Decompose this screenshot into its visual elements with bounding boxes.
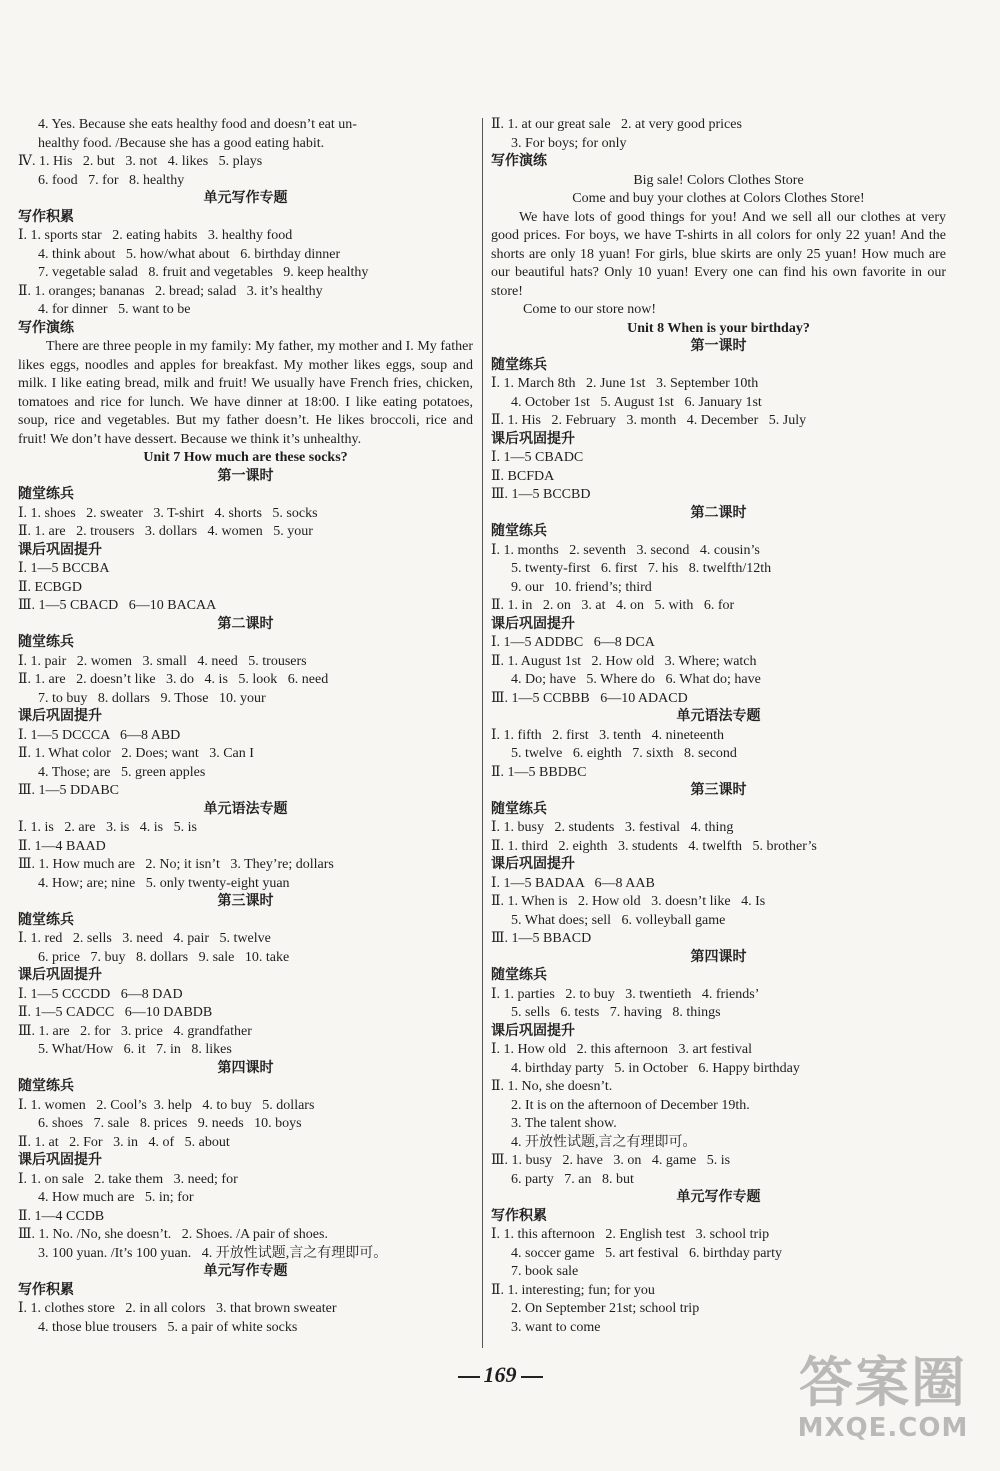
answer-line: Ⅰ. 1—5 CCCDD 6—8 DAD [18, 986, 183, 1002]
answer-line: Ⅰ. 1. red 2. sells 3. need 4. pair 5. twelve [18, 931, 271, 946]
subsection-label: 写作演练 [491, 154, 547, 169]
answer-line: Ⅱ. 1. third 2. eighth 3. students 4. twelfth 5. brother’s [491, 838, 817, 854]
subsection-label: 课后巩固提升 [18, 968, 102, 983]
answer-line: Ⅳ. 1. His 2. but 3. not 4. likes 5. plays [18, 154, 263, 169]
answer-line: Ⅰ. 1—5 ADDBC 6—8 DCA [491, 635, 655, 650]
answer-line: 7. vegetable salad 8. fruit and vegetables 9. keep healthy [38, 265, 369, 280]
answer-line: 4. Yes. Because she eats healthy food and doesn’t eat un- [38, 117, 357, 132]
watermark [778, 1353, 988, 1463]
subsection-label: 写作积累 [491, 1208, 547, 1224]
subsection-label: 随堂练兵 [491, 968, 547, 983]
answer-line: Ⅱ. 1. at 2. For 3. in 4. of 5. about [18, 1134, 230, 1150]
answer-line: Ⅲ. 1. How much are 2. No; it isn’t 3. They’re; dollars [18, 857, 334, 872]
answer-line: Ⅰ. 1. shoes 2. sweater 3. T-shirt 4. shorts 5. socks [18, 505, 318, 521]
answer-line: Ⅰ. 1. fifth 2. first 3. tenth 4. nineteenth [491, 727, 724, 743]
answer-line: 4. Those; are 5. green apples [38, 764, 206, 780]
answer-line: healthy food. /Because she has a good eating habit. [38, 135, 325, 151]
answer-line: 5. twenty-first 6. first 7. his 8. twelfth/12th [511, 561, 772, 576]
answer-line: 5. What does; sell 6. volleyball game [511, 912, 726, 928]
answer-line: Ⅰ. 1. women 2. Cool’s 3. help 4. to buy 5. dollars [18, 1097, 315, 1113]
answer-line: Ⅱ. 1. No, she doesn’t. [491, 1079, 613, 1094]
answer-line: Ⅱ. 1. When is 2. How old 3. doesn’t like 4. Is [491, 894, 766, 909]
answer-line: Ⅲ. 1—5 CCBBB 6—10 ADACD [491, 690, 688, 706]
watermark-logo: 答案圈 [799, 1351, 967, 1414]
answer-line: Ⅲ. 1. busy 2. have 3. on 4. game 5. is [491, 1153, 731, 1168]
answer-line: Come to our store now! [523, 302, 656, 317]
answer-line: 4. think about 5. how/what about 6. birthday dinner [38, 246, 341, 262]
section-heading: 单元语法专题 [203, 801, 288, 817]
section-heading: 第四课时 [217, 1060, 274, 1076]
answer-line: Ⅱ. ECBGD [18, 579, 82, 595]
subsection-label: 课后巩固提升 [18, 542, 102, 558]
answer-line: 6. shoes 7. sale 8. prices 9. needs 10. boys [38, 1116, 302, 1131]
answer-line: Ⅲ. 1—5 BBACD [491, 931, 592, 946]
section-heading: 第二课时 [690, 505, 747, 521]
answer-line: Ⅰ. 1—5 BADAA 6—8 AAB [491, 875, 655, 891]
subsection-label: 随堂练兵 [18, 487, 74, 502]
page-number-text: 169 [483, 1362, 517, 1387]
subsection-label: 随堂练兵 [18, 635, 74, 650]
right-column [491, 116, 946, 1337]
answer-line: Ⅲ. 1—5 DDABC [18, 783, 120, 798]
answer-line: Ⅱ. 1—4 CCDB [18, 1208, 105, 1224]
section-heading: 单元语法专题 [676, 709, 761, 724]
answer-line: Ⅱ. 1—5 BBDBC [491, 764, 587, 780]
answer-line: Ⅰ. 1. How old 2. this afternoon 3. art festival [491, 1042, 752, 1057]
section-heading: 第一课时 [690, 339, 747, 354]
answer-line: Ⅰ. 1. on sale 2. take them 3. need; for [18, 1171, 238, 1187]
subsection-label: 写作积累 [18, 1282, 74, 1298]
answer-line: Ⅰ. 1—5 BCCBA [18, 561, 110, 576]
column-divider [482, 118, 483, 1348]
section-heading: 单元写作专题 [203, 191, 288, 206]
answer-line: Ⅰ. 1. sports star 2. eating habits 3. healthy food [18, 228, 293, 243]
answer-line: Ⅱ. 1. at our great sale 2. at very good prices [491, 117, 742, 132]
answer-line: Ⅱ. 1. What color 2. Does; want 3. Can I [18, 746, 254, 761]
answer-line: 5. What/How 6. it 7. in 8. likes [38, 1042, 232, 1057]
subsection-label: 随堂练兵 [491, 357, 547, 373]
left-column [18, 116, 473, 1337]
answer-line: 3. The talent show. [511, 1116, 617, 1131]
answer-line: Ⅰ. 1. this afternoon 2. English test 3. school trip [491, 1227, 770, 1242]
answer-line: Ⅲ. 1. are 2. for 3. price 4. grandfather [18, 1023, 252, 1039]
answer-line: Ⅰ. 1. months 2. seventh 3. second 4. cousin’s [491, 542, 760, 558]
answer-line: Ⅱ. BCFDA [491, 468, 555, 484]
answer-line: Ⅰ. 1. is 2. are 3. is 4. is 5. is [18, 820, 197, 835]
answer-line: Ⅱ. 1—4 BAAD [18, 838, 106, 854]
answer-line: Ⅰ. 1—5 CBADC [491, 450, 584, 465]
answer-line: Ⅲ. 1. No. /No, she doesn’t. 2. Shoes. /A pair of shoes. [18, 1227, 328, 1242]
answer-line: 4. soccer game 5. art festival 6. birthday party [511, 1245, 782, 1261]
page-number-dash-right [521, 1376, 543, 1378]
subsection-label: 课后巩固提升 [491, 616, 575, 632]
answer-line: Ⅰ. 1. busy 2. students 3. festival 4. thing [491, 820, 734, 835]
answer-line: 5. twelve 6. eighth 7. sixth 8. second [511, 746, 737, 761]
answer-line: 4. Do; have 5. Where do 6. What do; have [511, 672, 761, 687]
answer-line: 4. How much are 5. in; for [38, 1190, 194, 1205]
answer-line: Ⅱ. 1. His 2. February 3. month 4. December 5. July [491, 413, 807, 428]
section-heading: 单元写作专题 [676, 1190, 761, 1205]
answer-line: 4. those blue trousers 5. a pair of white socks [38, 1319, 298, 1335]
watermark-url: MXQE.COM [797, 1413, 969, 1443]
answer-line: 4. 开放性试题,言之有理即可。 [511, 1134, 697, 1150]
subsection-label: 随堂练兵 [491, 524, 547, 539]
section-heading: 第二课时 [217, 616, 274, 632]
answer-line: 6. food 7. for 8. healthy [38, 172, 185, 188]
subsection-label: 课后巩固提升 [18, 1153, 102, 1168]
subsection-label: 课后巩固提升 [491, 431, 575, 447]
answer-line: Ⅰ. 1. March 8th 2. June 1st 3. September 10th [491, 376, 759, 391]
subsection-label: 随堂练兵 [491, 801, 547, 817]
essay-title: Come and buy your clothes at Colors Clothes Store! [572, 191, 865, 206]
answer-line: 2. It is on the afternoon of December 19th. [511, 1097, 750, 1113]
answer-line: Ⅲ. 1—5 CBACD 6—10 BACAA [18, 598, 217, 613]
subsection-label: 随堂练兵 [18, 912, 74, 928]
subsection-label: 课后巩固提升 [491, 1023, 575, 1039]
essay-paragraph: There are three people in my family: My father, my mother and I. My father likes eggs, noodles and apples for breakfast. My mother likes eggs, soup and milk. I like eating bread, milk and fruit! We usually have French fries, chicken, tomatoes and rice for lunch. We have dinner at 18:00. I like eating potatoes, soup, rice and vegetables. But my father doesn’t. He likes broccoli, rice and fruit! We don’t have dessert. Because we think it’s unhealthy. [18, 339, 473, 447]
answer-line: 9. our 10. friend’s; third [511, 579, 652, 595]
section-heading: 第三课时 [217, 894, 274, 909]
section-heading: 单元写作专题 [203, 1264, 288, 1279]
page-number-dash-left [458, 1376, 480, 1378]
section-heading: 第一课时 [217, 468, 274, 484]
answer-line: 7. book sale [511, 1264, 579, 1279]
section-heading: Unit 8 When is your birthday? [627, 320, 810, 336]
answer-line: Ⅲ. 1—5 BCCBD [491, 487, 591, 502]
answer-line: 4. birthday party 5. in October 6. Happy birthday [511, 1060, 800, 1076]
answer-line: 6. party 7. an 8. but [511, 1171, 634, 1187]
answer-line: 6. price 7. buy 8. dollars 9. sale 10. take [38, 949, 290, 965]
answer-line: 3. For boys; for only [511, 135, 627, 151]
answer-line: Ⅱ. 1. August 1st 2. How old 3. Where; watch [491, 653, 757, 669]
answer-line: 4. How; are; nine 5. only twenty-eight yuan [38, 875, 290, 891]
subsection-label: 写作积累 [18, 209, 74, 225]
answer-line: 5. sells 6. tests 7. having 8. things [511, 1005, 721, 1020]
subsection-label: 随堂练兵 [18, 1079, 74, 1094]
subsection-label: 课后巩固提升 [18, 709, 102, 724]
essay-title: Big sale! Colors Clothes Store [633, 172, 804, 188]
answer-line: Ⅰ. 1. parties 2. to buy 3. twentieth 4. friends’ [491, 986, 760, 1002]
answer-line: Ⅱ. 1. interesting; fun; for you [491, 1282, 655, 1298]
section-heading: 第四课时 [690, 949, 747, 965]
answer-line: Ⅰ. 1—5 DCCCA 6—8 ABD [18, 727, 181, 743]
answer-line: Ⅱ. 1. in 2. on 3. at 4. on 5. with 6. for [491, 598, 735, 613]
answer-line: Ⅰ. 1. clothes store 2. in all colors 3. that brown sweater [18, 1301, 337, 1316]
answer-line: 3. want to come [511, 1319, 601, 1335]
answer-line: Ⅰ. 1. pair 2. women 3. small 4. need 5. trousers [18, 653, 307, 669]
answer-line: 7. to buy 8. dollars 9. Those 10. your [38, 690, 266, 706]
answer-line: Ⅱ. 1—5 CADCC 6—10 DABDB [18, 1005, 213, 1020]
answer-line: 4. October 1st 5. August 1st 6. January 1st [511, 394, 762, 410]
subsection-label: 写作演练 [18, 320, 74, 336]
answer-line: Ⅱ. 1. are 2. trousers 3. dollars 4. women 5. your [18, 524, 313, 539]
essay-paragraph: We have lots of good things for you! And we sell all our clothes at very good prices. For boys, we have T-shirts in all colors for only 22 yuan! And the shorts are only 18 yuan! For girls, blue skirts are only 25 yuan! How much are our beautiful hats? Only 10 yuan! Every one can find his own favorite in our store! [491, 209, 946, 299]
answer-line: Ⅱ. 1. oranges; bananas 2. bread; salad 3. it’s healthy [18, 283, 323, 299]
section-heading: 第三课时 [690, 783, 747, 798]
answer-line: 2. On September 21st; school trip [511, 1301, 700, 1316]
subsection-label: 课后巩固提升 [491, 857, 575, 872]
section-heading: Unit 7 How much are these socks? [143, 450, 348, 465]
answer-line: 4. for dinner 5. want to be [38, 302, 191, 317]
answer-line: 3. 100 yuan. /It’s 100 yuan. 4. 开放性试题,言之有理即可。 [38, 1245, 388, 1261]
answer-line: Ⅱ. 1. are 2. doesn’t like 3. do 4. is 5. look 6. need [18, 672, 329, 687]
